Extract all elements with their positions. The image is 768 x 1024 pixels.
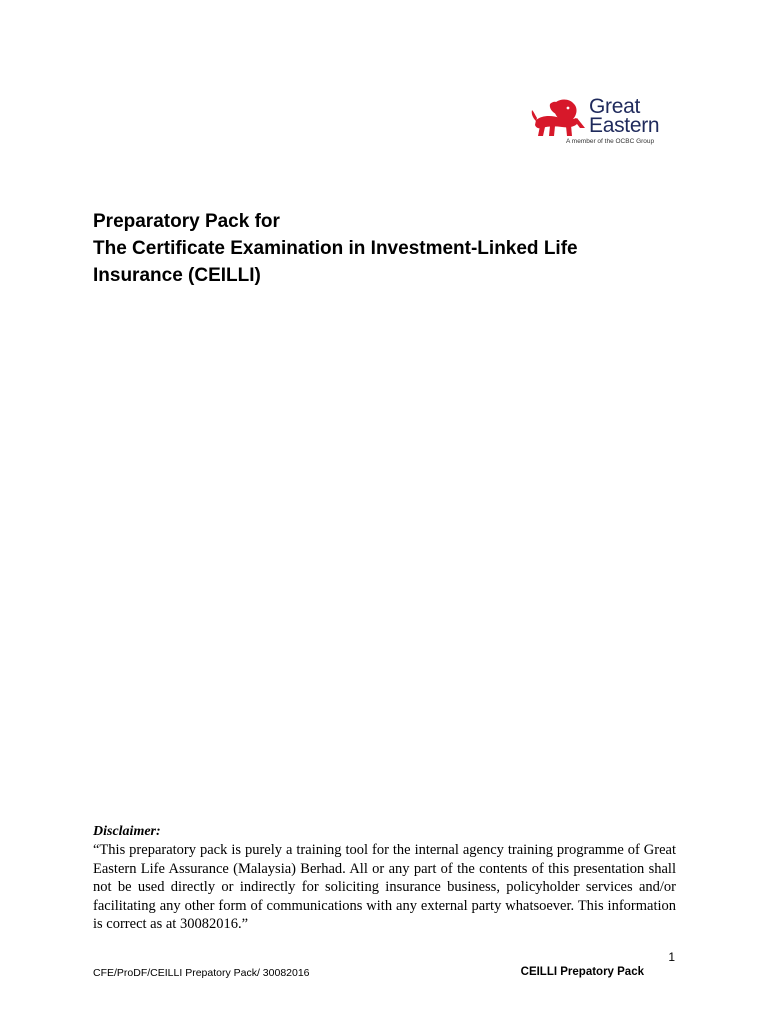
lion-icon [530,98,588,138]
logo-tagline: A member of the OCBC Group [566,138,655,145]
brand-name-line1: Great [589,95,641,118]
title-line-2: The Certificate Examination in Investment-Linked Life [93,238,578,259]
title-line-1: Preparatory Pack for [93,211,280,232]
page-number: 1 [668,950,675,964]
title-line-3: Insurance (CEILLI) [93,265,261,286]
footer-document-code: CFE/ProDF/CEILLI Prepatory Pack/ 30082016 [93,967,310,979]
document-title [93,208,713,289]
disclaimer-label: Disclaimer: [93,824,161,839]
disclaimer-block [93,823,676,934]
footer-pack-title: CEILLI Prepatory Pack [520,966,644,978]
brand-name-line2: Eastern [589,114,660,137]
disclaimer-text: “This preparatory pack is purely a training tool for the internal agency training programme of Great Eastern Life Assurance (Malaysia) Berhad. All or any part of the contents of this presentation shall not be used directly or indirectly for soliciting insurance business, policyholder services and/or facilitating any other form of communications with any external party whatsoever. This information is correct as at 30082016.” [93,842,676,933]
great-eastern-logo [530,94,680,150]
